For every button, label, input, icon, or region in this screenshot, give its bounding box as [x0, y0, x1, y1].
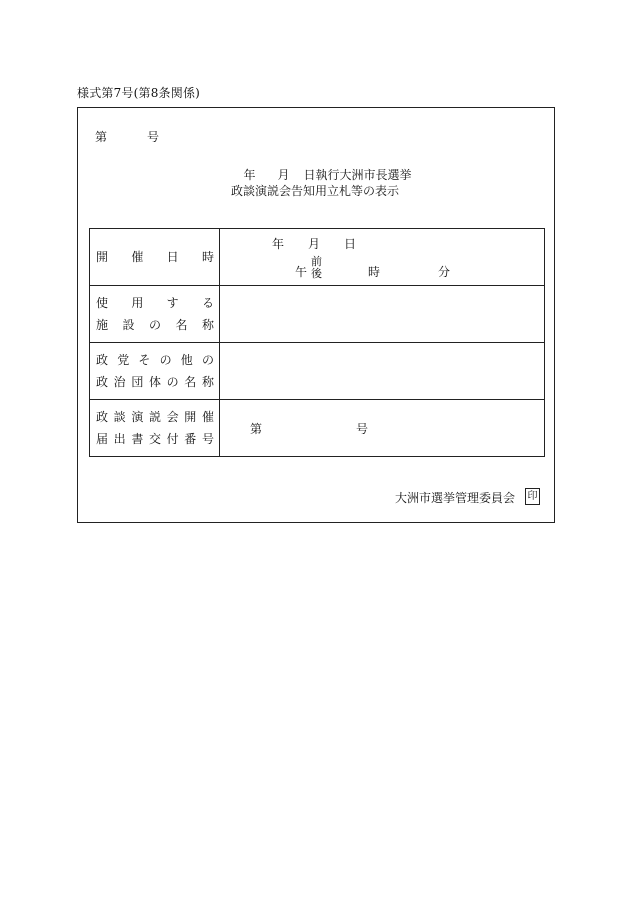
form-number-caption: 様式第7号(第8条関係)	[77, 86, 201, 100]
label-char: の	[201, 353, 214, 367]
label-char: 政	[96, 410, 109, 424]
label-char: 説	[148, 410, 161, 424]
time-hour: 時	[368, 265, 381, 279]
label-char: の	[148, 318, 161, 332]
issuer-name: 大洲市選挙管理委員会	[395, 491, 516, 505]
label-char: 日	[166, 250, 179, 264]
label-char: す	[166, 296, 179, 310]
label-char: の	[159, 353, 172, 367]
label-char: 体	[148, 375, 161, 389]
label-permit-line1	[96, 406, 214, 428]
label-char: 書	[131, 432, 144, 446]
label-char: 用	[131, 296, 144, 310]
date-day: 日	[344, 237, 357, 251]
label-char: 号	[201, 432, 214, 446]
date-year: 年	[272, 237, 285, 251]
number-dai: 第	[95, 130, 108, 144]
heading-month: 月	[277, 168, 290, 182]
table-row-organization	[90, 343, 545, 400]
label-cell-permit-number	[90, 400, 220, 457]
label-char: そ	[138, 353, 151, 367]
permit-go: 号	[356, 422, 369, 436]
facility-name-field[interactable]	[220, 286, 545, 343]
label-char: 催	[201, 410, 214, 424]
time-pm: 後	[311, 267, 322, 280]
label-permit-line2	[96, 428, 214, 450]
heading-year: 年	[243, 168, 256, 182]
time-minute: 分	[438, 265, 451, 279]
table-row-datetime	[90, 229, 545, 286]
number-go: 号	[147, 130, 160, 144]
time-am: 前	[311, 255, 322, 268]
date-month: 月	[308, 237, 321, 251]
heading-title: 政談演説会告知用立札等の表示	[230, 184, 399, 198]
permit-dai: 第	[250, 422, 263, 436]
label-char: 催	[131, 250, 144, 264]
label-char: る	[201, 296, 214, 310]
label-char: 交	[148, 432, 161, 446]
label-datetime	[96, 246, 214, 268]
label-char: 時	[201, 250, 214, 264]
label-char: 団	[131, 375, 144, 389]
label-char: 党	[117, 353, 130, 367]
info-table	[89, 228, 545, 457]
label-facility-line1	[96, 292, 214, 314]
heading-day-execution: 日執行大洲市長選挙	[303, 168, 412, 182]
label-char: 他	[180, 353, 193, 367]
label-char: 開	[96, 250, 109, 264]
label-char: 治	[113, 375, 126, 389]
label-char: 開	[184, 410, 197, 424]
label-char: 出	[113, 432, 126, 446]
label-char: 施	[96, 318, 109, 332]
label-char: 政	[96, 353, 109, 367]
date-line	[272, 235, 356, 252]
permit-number-field[interactable]	[220, 400, 545, 457]
label-char: 会	[166, 410, 179, 424]
am-pm-stack	[311, 256, 322, 280]
seal-stamp: 印	[525, 488, 540, 505]
label-char: 名	[175, 318, 188, 332]
datetime-field[interactable]	[220, 229, 545, 286]
label-char: 演	[131, 410, 144, 424]
label-char: 付	[166, 432, 179, 446]
label-char: 届	[96, 432, 109, 446]
label-char: 称	[201, 375, 214, 389]
organization-name-field[interactable]	[220, 343, 545, 400]
label-char: 使	[96, 296, 109, 310]
label-cell-datetime	[90, 229, 220, 286]
heading-election-line	[0, 166, 630, 183]
table-row-permit-number	[90, 400, 545, 457]
label-char: 政	[96, 375, 109, 389]
label-cell-facility	[90, 286, 220, 343]
label-char: 番	[184, 432, 197, 446]
label-organization-line2	[96, 371, 214, 393]
label-char: 称	[201, 318, 214, 332]
label-facility-line2	[96, 314, 214, 336]
time-noon: 午	[295, 265, 308, 279]
document-number	[95, 128, 159, 145]
table-row-facility	[90, 286, 545, 343]
label-char: 談	[113, 410, 126, 424]
label-char: 名	[184, 375, 197, 389]
label-organization-line1	[96, 349, 214, 371]
label-cell-organization	[90, 343, 220, 400]
label-char: の	[166, 375, 179, 389]
label-char: 設	[122, 318, 135, 332]
